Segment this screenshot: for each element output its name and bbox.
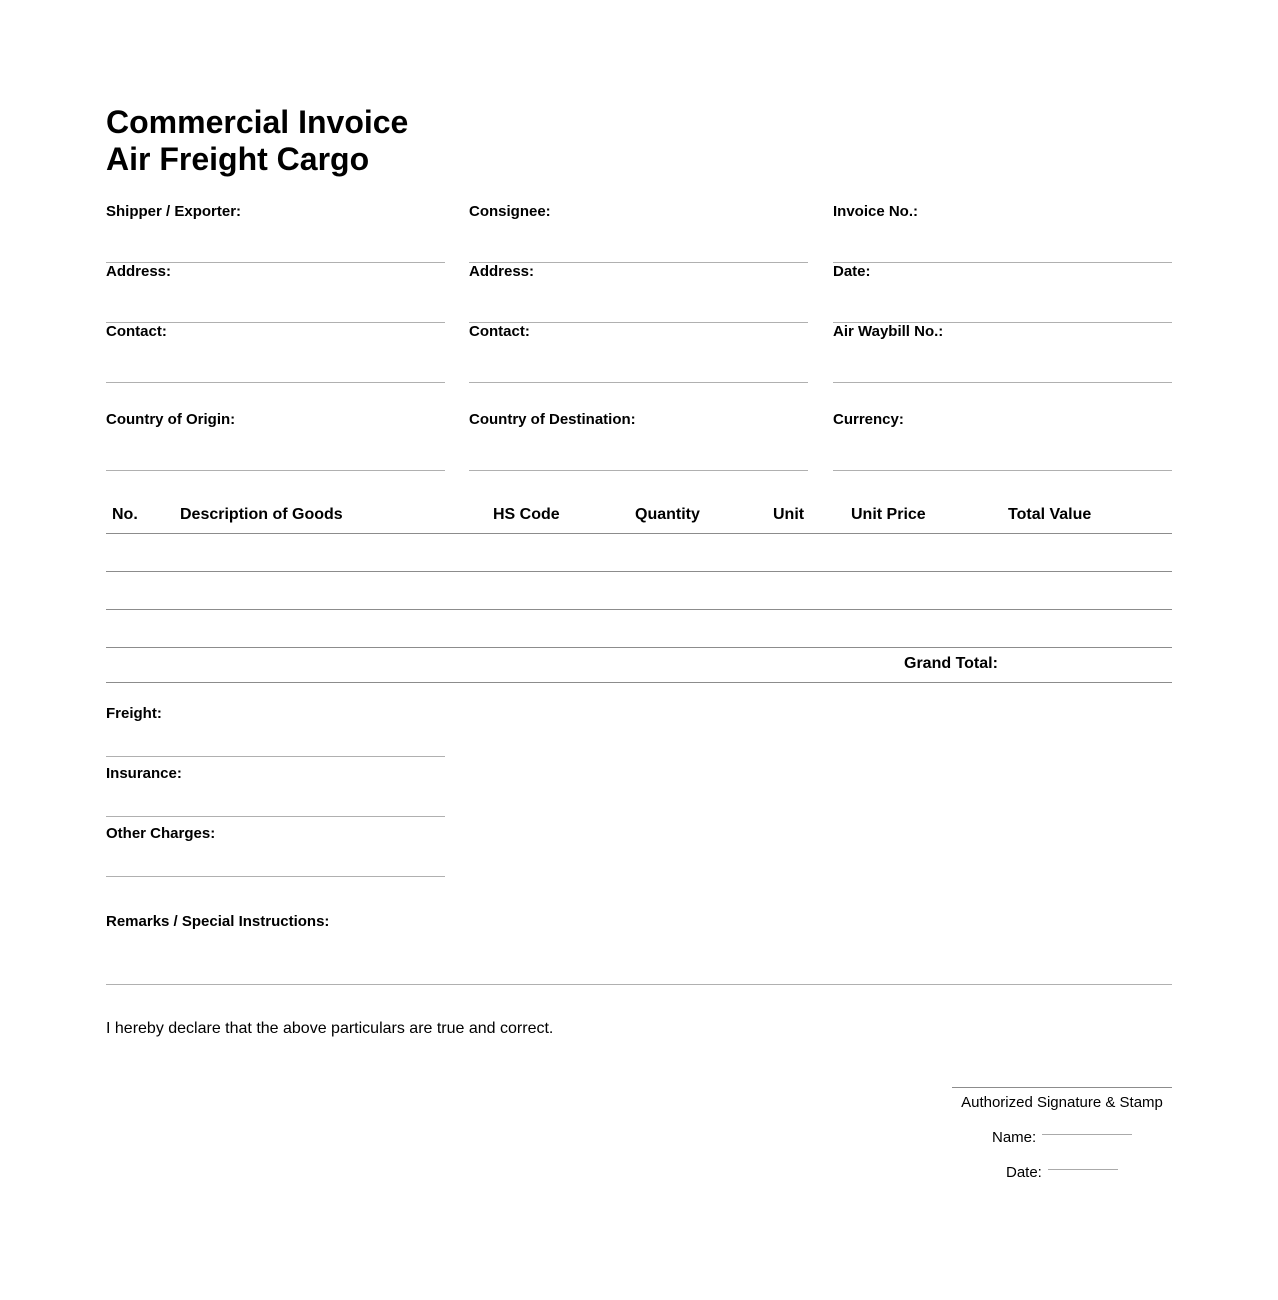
insurance-field[interactable] — [106, 765, 445, 817]
title-line-1: Commercial Invoice — [106, 104, 409, 140]
shipper-contact-field[interactable] — [106, 323, 445, 383]
shipper-address-label: Address: — [106, 263, 172, 280]
insurance-label: Insurance: — [106, 765, 182, 782]
currency-field[interactable] — [833, 411, 1172, 471]
consignee-address-label: Address: — [469, 263, 535, 280]
col-hs-code: HS Code — [493, 506, 560, 523]
shipper-field[interactable] — [106, 203, 445, 263]
declaration-text: I hereby declare that the above particulars are true and correct. — [106, 1020, 554, 1037]
header-divider — [106, 533, 1172, 534]
date-field[interactable] — [833, 263, 1172, 323]
destination-label: Country of Destination: — [469, 411, 636, 428]
signature-line[interactable] — [952, 1087, 1172, 1088]
sig-date-blank[interactable] — [1048, 1169, 1118, 1170]
col-quantity: Quantity — [635, 506, 700, 523]
shipper-contact-label: Contact: — [106, 323, 167, 340]
origin-label: Country of Origin: — [106, 411, 236, 428]
other-charges-field[interactable] — [106, 825, 445, 877]
shipper-address-field[interactable] — [106, 263, 445, 323]
invoice-no-label: Invoice No.: — [833, 203, 919, 220]
name-blank[interactable] — [1042, 1134, 1132, 1135]
col-unit: Unit — [773, 506, 805, 523]
origin-field[interactable] — [106, 411, 445, 471]
col-no: No. — [112, 506, 138, 523]
consignee-contact-field[interactable] — [469, 323, 808, 383]
date-label: Date: — [833, 263, 871, 280]
destination-field[interactable] — [469, 411, 808, 471]
consignee-label: Consignee: — [469, 203, 551, 220]
other-charges-label: Other Charges: — [106, 825, 216, 842]
grand-total-label: Grand Total: — [904, 655, 998, 672]
currency-label: Currency: — [833, 411, 904, 428]
freight-label: Freight: — [106, 705, 162, 722]
name-label: Name: — [992, 1129, 1037, 1146]
consignee-contact-label: Contact: — [469, 323, 530, 340]
invoice-no-field[interactable] — [833, 203, 1172, 263]
remarks-label: Remarks / Special Instructions: — [106, 913, 330, 930]
document-title — [106, 104, 408, 178]
consignee-field[interactable] — [469, 203, 808, 263]
title-line-2: Air Freight Cargo — [106, 141, 370, 177]
consignee-address-field[interactable] — [469, 263, 808, 323]
remarks-field[interactable] — [106, 913, 1172, 985]
grand-total-line — [106, 682, 1172, 683]
col-description: Description of Goods — [180, 506, 343, 523]
signature-label: Authorized Signature & Stamp — [961, 1094, 1163, 1111]
shipper-label: Shipper / Exporter: — [106, 203, 242, 220]
awb-label: Air Waybill No.: — [833, 323, 944, 340]
table-row-1-line — [106, 571, 1172, 572]
col-unit-price: Unit Price — [851, 506, 926, 523]
sig-date-label: Date: — [1006, 1164, 1042, 1181]
awb-field[interactable] — [833, 323, 1172, 383]
col-total-value: Total Value — [1008, 506, 1092, 523]
freight-field[interactable] — [106, 705, 445, 757]
table-row-3-line — [106, 647, 1172, 648]
table-row-2-line — [106, 609, 1172, 610]
